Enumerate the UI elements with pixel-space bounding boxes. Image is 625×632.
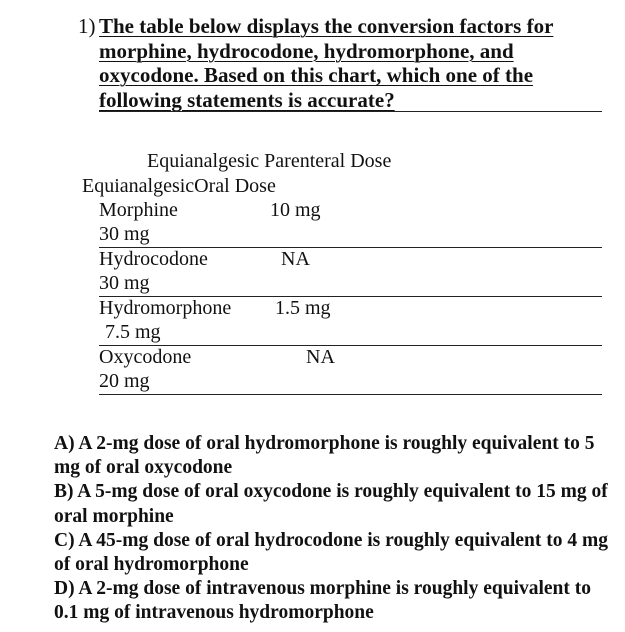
oral-dose: 20 mg [99, 370, 150, 392]
table-row-oxycodone [99, 345, 602, 395]
answer-b: B) A 5-mg dose of oral oxycodone is roughly equivalent to 15 mg of oral morphine [54, 481, 608, 527]
question-text: The table below displays the conversion factors for morphine, hydrocodone, hydromorphone, and oxycodone. Based on this chart, which one of the following statements is accurate? [99, 14, 554, 112]
answer-choices [54, 432, 614, 626]
table-header-oral: EquianalgesicOral Dose [82, 175, 276, 197]
table-row-hydromorphone [99, 296, 602, 346]
table-row-hydrocodone [99, 247, 602, 297]
question-number: 1) [78, 14, 96, 38]
drug-name: Oxycodone [99, 346, 192, 368]
parenteral-dose: 1.5 mg [275, 297, 331, 319]
drug-name: Morphine [99, 199, 178, 221]
answer-d: D) A 2-mg dose of intravenous morphine is roughly equivalent to 0.1 mg of intravenous hydromorphone [54, 578, 592, 624]
question-header [78, 14, 602, 112]
header-divider [99, 111, 602, 112]
answer-c: C) A 45-mg dose of oral hydrocodone is roughly equivalent to 4 mg of oral hydromorphone [54, 529, 608, 576]
parenteral-dose: NA [306, 346, 335, 368]
table-header-parenteral: Equianalgesic Parenteral Dose [147, 150, 392, 172]
oral-dose: 7.5 mg [105, 321, 161, 343]
oral-dose: 30 mg [99, 272, 150, 294]
drug-name: Hydrocodone [99, 248, 208, 270]
table-row-morphine [99, 198, 602, 248]
parenteral-dose: 10 mg [270, 199, 321, 221]
answer-a: A) A 2-mg dose of oral hydromorphone is roughly equivalent to 5 mg of oral oxycodone [54, 433, 595, 479]
parenteral-dose: NA [281, 248, 310, 270]
oral-dose: 30 mg [99, 223, 150, 245]
drug-name: Hydromorphone [99, 297, 232, 319]
